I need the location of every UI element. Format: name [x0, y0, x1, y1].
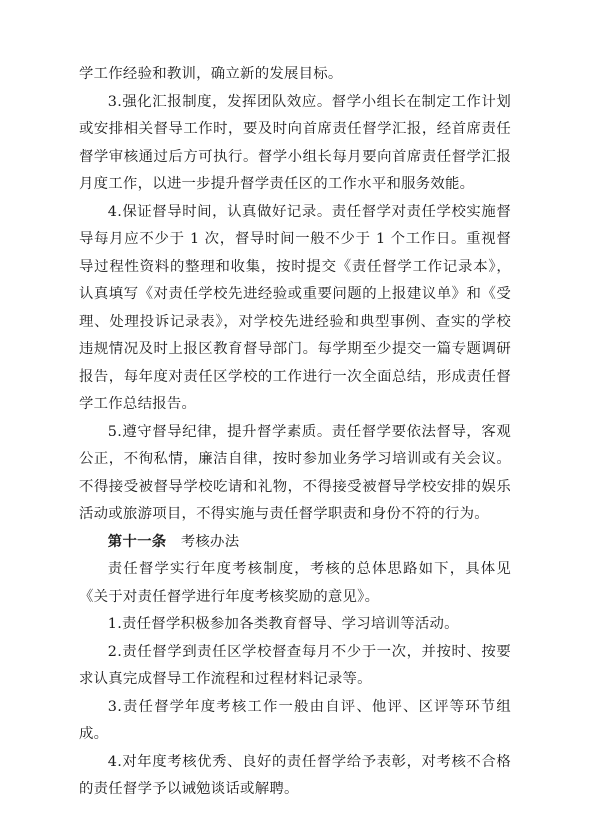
paragraph-assessment-3: 3.责任督学年度考核工作一般由自评、他评、区评等环节组成。	[79, 698, 511, 742]
article-number: 第十一条	[107, 533, 167, 550]
paragraph-continuation: 学工作经验和教训，确立新的发展目标。	[79, 66, 343, 82]
paragraph-assessment-1: 1.责任督学积极参加各类教育督导、学习培训等活动。	[107, 616, 459, 632]
document-body	[79, 61, 511, 804]
paragraph-item-4: 4.保证督导时间，认真做好记录。责任督学对责任学校实施督导每月应不少于 1 次，督导时间一般不少于 1 个工作日。重视督导过程性资料的整理和收集，按时提交《责任督学工作记录本》，认真填写《对责任学校先进经验或重要问题的上报建议单》和《受理、处理投诉记录表》，对学校先进经验和典型事例、查实的学校违规情况及时上报区教育督导部门。每学期至少提交一篇专题调研报告，每年度对责任区学校的工作进行一次全面总结，形成责任督学工作总结报告。	[79, 203, 511, 412]
paragraph-assessment-4: 4.对年度考核优秀、良好的责任督学给予表彰，对考核不合格的责任督学予以诫勉谈话或解聘。	[79, 753, 511, 797]
article-heading	[79, 529, 511, 557]
paragraph-assessment-2: 2.责任督学到责任区学校督查每月不少于一次，并按时、按要求认真完成督导工作流程和过程材料记录等。	[79, 643, 511, 687]
paragraph-item-5: 5.遵守督导纪律，提升督学素质。责任督学要依法督导，客观公正，不徇私情，廉洁自律，按时参加业务学习培训或有关会议。不得接受被督导学校吃请和礼物，不得接受被督导学校安排的娱乐活动或旅游项目，不得实施与责任督学职责和身份不符的行为。	[79, 423, 511, 522]
paragraph-intro: 责任督学实行年度考核制度，考核的总体思路如下，具体见《关于对责任督学进行年度考核奖励的意见》。	[79, 561, 511, 605]
article-title: 考核办法	[180, 533, 240, 550]
paragraph-item-3: 3.强化汇报制度，发挥团队效应。督学小组长在制定工作计划或安排相关督导工作时，要及时向首席责任督学汇报，经首席责任督学审核通过后方可执行。督学小组长每月要向首席责任督学汇报月度工作，以进一步提升督学责任区的工作水平和服务效能。	[79, 93, 511, 192]
